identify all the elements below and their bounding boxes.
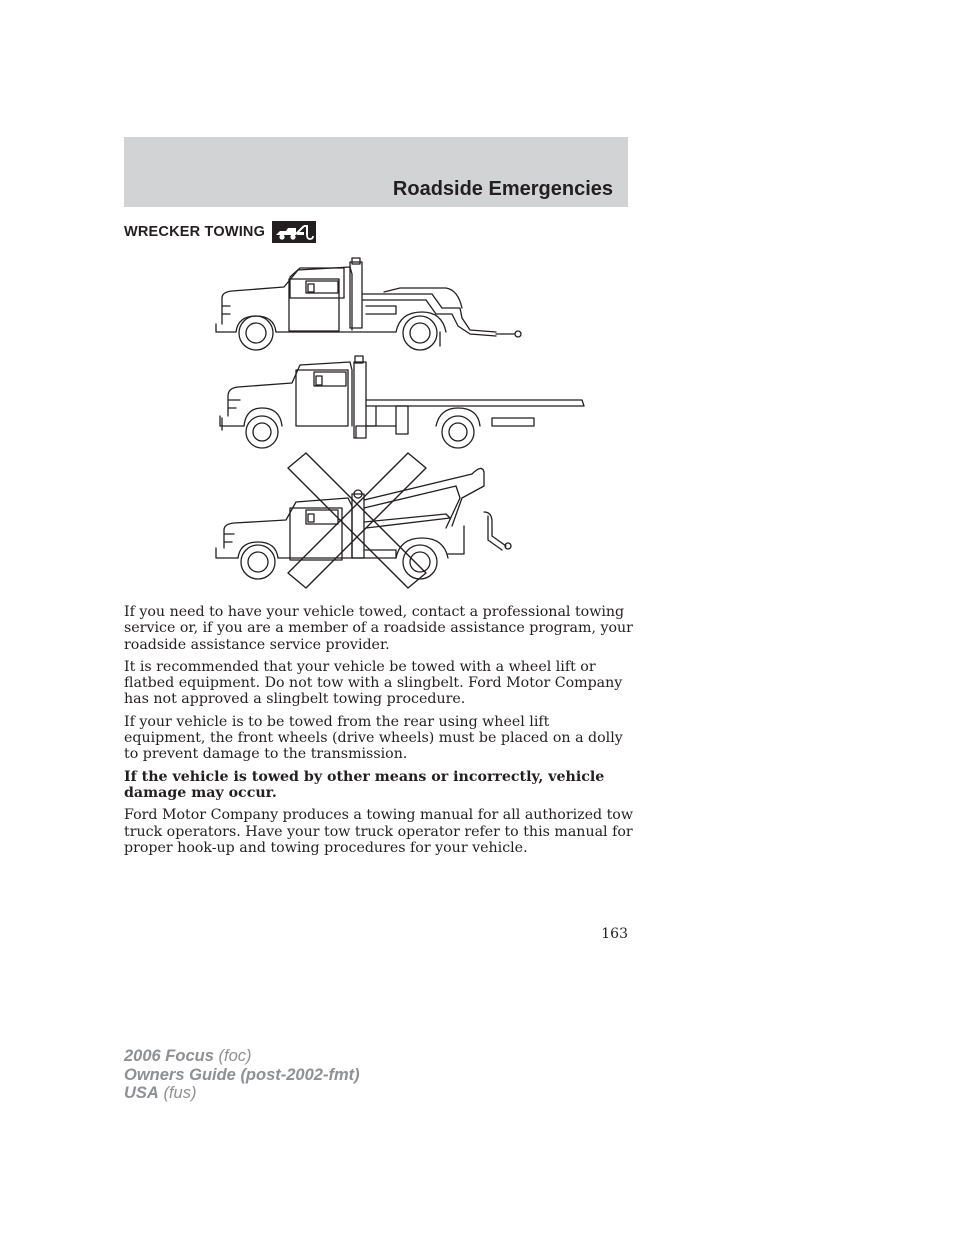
footer — [124, 1047, 360, 1103]
footer-market-code: (fus) — [163, 1084, 197, 1102]
wheel-lift-truck-icon — [216, 258, 521, 350]
paragraph: Ford Motor Company produces a towing manual for all authorized tow truck operators. Have your tow truck operator refer to this manual for proper hook-up and towing procedures for your vehicle. — [124, 807, 633, 856]
flatbed-truck-icon — [220, 356, 584, 448]
footer-model-code: (foc) — [218, 1047, 252, 1065]
page-number: 163 — [601, 926, 628, 942]
footer-model: 2006 Focus — [124, 1047, 214, 1065]
body-text — [124, 604, 634, 862]
towing-methods-illustration — [200, 250, 600, 595]
paragraph: It is recommended that your vehicle be towed with a wheel lift or flatbed equipment. Do not tow with a slingbelt. Ford Motor Company has not approved a slingbelt towing procedure. — [124, 658, 623, 708]
paragraph: If you need to have your vehicle towed, contact a professional towing service or, if you are a member of a roadside assistance program, your roadside assistance service provider. — [124, 604, 633, 653]
prohibited-x-icon — [288, 453, 426, 588]
paragraph: If your vehicle is to be towed from the rear using wheel lift equipment, the front wheels (drive wheels) must be placed on a dolly to prevent damage to the transmission. — [124, 713, 623, 763]
section-heading — [124, 221, 316, 243]
tow-truck-icon — [272, 221, 316, 243]
footer-line-3 — [124, 1084, 360, 1103]
footer-guide: Owners Guide (post-2002-fmt) — [124, 1065, 360, 1084]
slingbelt-truck-crossed-icon — [216, 468, 511, 579]
section-title: WRECKER TOWING — [124, 224, 266, 240]
chapter-title: Roadside Emergencies — [392, 178, 613, 200]
footer-market: USA — [124, 1084, 159, 1102]
header-band — [124, 137, 628, 207]
footer-line-2 — [124, 1066, 360, 1085]
warning-paragraph: If the vehicle is towed by other means or incorrectly, vehicle damage may occur. — [124, 768, 605, 801]
footer-line-1 — [124, 1047, 360, 1066]
